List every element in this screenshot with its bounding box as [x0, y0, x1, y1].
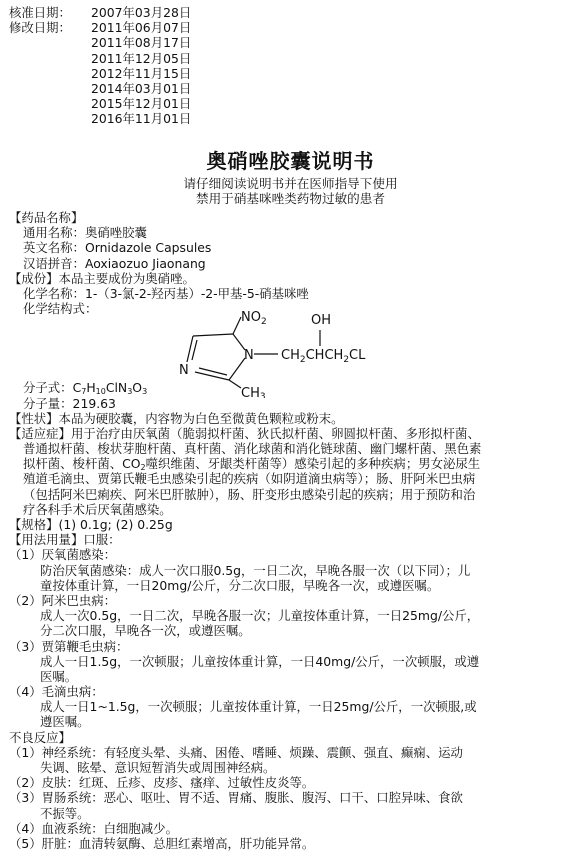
english-name: 英文名称：Ornidazole Capsules: [23, 240, 212, 256]
adverse-text: 失调、眩晕、意识短暂消失或周围神经病。: [40, 760, 276, 775]
approve-date-value: 2007年03月28日: [91, 5, 192, 20]
revise-date-value: 2016年11月01日: [91, 111, 192, 127]
indication-line: （包括阿米巴痢疾、阿米巴肝脓肿），肠、肝变形虫感染引起的疾病；用于预防和治: [23, 486, 476, 502]
usage-text: 防治厌氧菌感染：成人一次口服0.5g，一日二次，早晚各服一次（以下同）；儿: [40, 562, 471, 578]
adverse-item: （4）血液系统：白细胞减少。: [9, 820, 178, 836]
usage-item-heading: （4）毛滴虫病：: [9, 684, 104, 700]
adverse-text: 不振等。: [40, 805, 90, 821]
ring-nitrogen-3: N: [179, 363, 189, 378]
document-title: 奥硝唑胶囊说明书: [206, 149, 375, 173]
ring-bond: [193, 334, 233, 336]
revise-date-value: 2015年12月01日: [91, 96, 192, 112]
generic-name: 通用名称：奥硝唑胶囊: [23, 225, 147, 241]
section-adverse-reactions: 不良反应】: [9, 729, 71, 745]
ring-bond: [192, 340, 197, 360]
section-character: 【性状】本品为硬胶囊，内容物为白色至微黄色颗粒或粉末。: [9, 410, 344, 426]
usage-item-heading: （2）阿米巴虫病：: [9, 592, 117, 608]
revise-date-value: 2011年08月17日: [91, 35, 192, 51]
ring-bond: [229, 358, 245, 380]
indication-line: 拟杆菌、梭杆菌、$CO_2$噬织维菌、牙龈类杆菌等）感染引起的多种疾病；男女泌尿生: [23, 456, 481, 473]
nitro-bond: [233, 317, 241, 334]
pinyin-name: 汉语拼音：Aoxiaozuo Jiaonang: [23, 255, 206, 271]
molecular-formula: 分子式：$C_7H_{10}ClN_3O_3$: [23, 380, 148, 397]
usage-text: 成人一日1.5g，一次顿服；儿童按体重计算，一日40mg/公斤，一次顿服，或遵: [40, 653, 480, 669]
revise-date-value: 2011年12月05日: [91, 50, 192, 66]
adverse-item: （2）皮肤：红斑、丘疹、皮疹、瘙痒、过敏性皮炎等。: [9, 775, 315, 791]
structure-label: 化学结构式：: [23, 301, 98, 317]
revise-date-label: 修改日期：: [9, 20, 71, 36]
methyl-group: CH3: [241, 386, 266, 398]
revision-dates: [9, 5, 191, 127]
ring-nitrogen-1: N: [244, 348, 254, 363]
section-specification: 【规格】(1) 0.1g; (2) 0.25g: [9, 517, 173, 532]
section-composition: 【成份】本品主要成份为奥硝唑。: [9, 270, 195, 286]
hydroxyl-group: OH: [311, 313, 332, 328]
revise-date-value: 2014年03月01日: [91, 81, 192, 97]
approve-date-label: 核准日期：: [9, 5, 71, 20]
structural-formula: [165, 302, 395, 398]
adverse-item: （1）神经系统：有轻度头晕、头痛、困倦、嗜睡、烦躁、震颤、强直、癫痫、运动: [9, 744, 463, 760]
nitro-group: $NO_2$: [241, 310, 267, 327]
revise-date-value: 2012年11月15日: [91, 65, 192, 81]
adverse-item: （5）肝脏：血清转氨酶、总胆红素增高，肝功能异常。: [9, 835, 315, 851]
chemical-name: 化学名称：1-（3-氯-2-羟丙基）-2-甲基-5-硝基咪唑: [23, 285, 309, 301]
molecular-weight: 分子量：219.63: [23, 395, 116, 411]
formula-label: 分子式：: [23, 380, 73, 396]
usage-text: 分二次口服，早晚各一次，或遵医嘱。: [40, 623, 251, 639]
adverse-item: （3）胃肠系统：恶心、呕吐、胃不适、胃痛、腹胀、腹泻、口干、口腔异味、食欲: [9, 790, 463, 806]
usage-text: 成人一日1~1.5g，一次顿服；儿童按体重计算，一日25mg/公斤，一次顿服,或: [40, 699, 477, 715]
section-usage: 【用法用量】口服：: [9, 532, 121, 548]
methyl-bond: [229, 380, 241, 388]
usage-text: 童按体重计算，一日20mg/公斤，分二次口服，早晚各一次，或遵医嘱。: [40, 577, 440, 593]
indication-line: 殖道毛滴虫、贾第氏鞭毛虫感染引起的疾病（如阴道滴虫病等）；肠、肝阿米巴虫病: [23, 471, 476, 487]
indication-line: 【适应症】用于治疗由厌氧菌（脆弱拟杆菌、狄氏拟杆菌、卵圆拟杆菌、多形拟杆菌、: [9, 425, 480, 441]
subtitle-instruction: 请仔细阅读说明书并在医师指导下使用: [183, 176, 398, 191]
usage-text: 医嘱。: [40, 668, 78, 684]
revise-date-value: 2011年06月07日: [91, 20, 192, 36]
side-chain: $CH_2CHCH_2CL$: [281, 348, 366, 365]
usage-item-heading: （3）贾第鞭毛虫病：: [9, 638, 129, 654]
indication-line: 普通拟杆菌、梭状芽胞杆菌、真杆菌、消化球菌和消化链球菌、幽门螺杆菌、黑色素: [23, 441, 482, 457]
ring-bond: [195, 372, 229, 380]
usage-item-heading: （1）厌氧菌感染：: [9, 547, 117, 563]
usage-text: 遵医嘱。: [40, 714, 90, 730]
section-heading-drug-name: 【药品名称】: [9, 210, 84, 225]
subtitle-warning: 禁用于硝基咪唑类药物过敏的患者: [196, 191, 385, 206]
usage-text: 成人一次0.5g，一日二次，早晚各服一次；儿童按体重计算，一日25mg/公斤，: [40, 608, 480, 624]
indication-line: 疗各科手术后厌氧菌感染。: [23, 501, 172, 517]
